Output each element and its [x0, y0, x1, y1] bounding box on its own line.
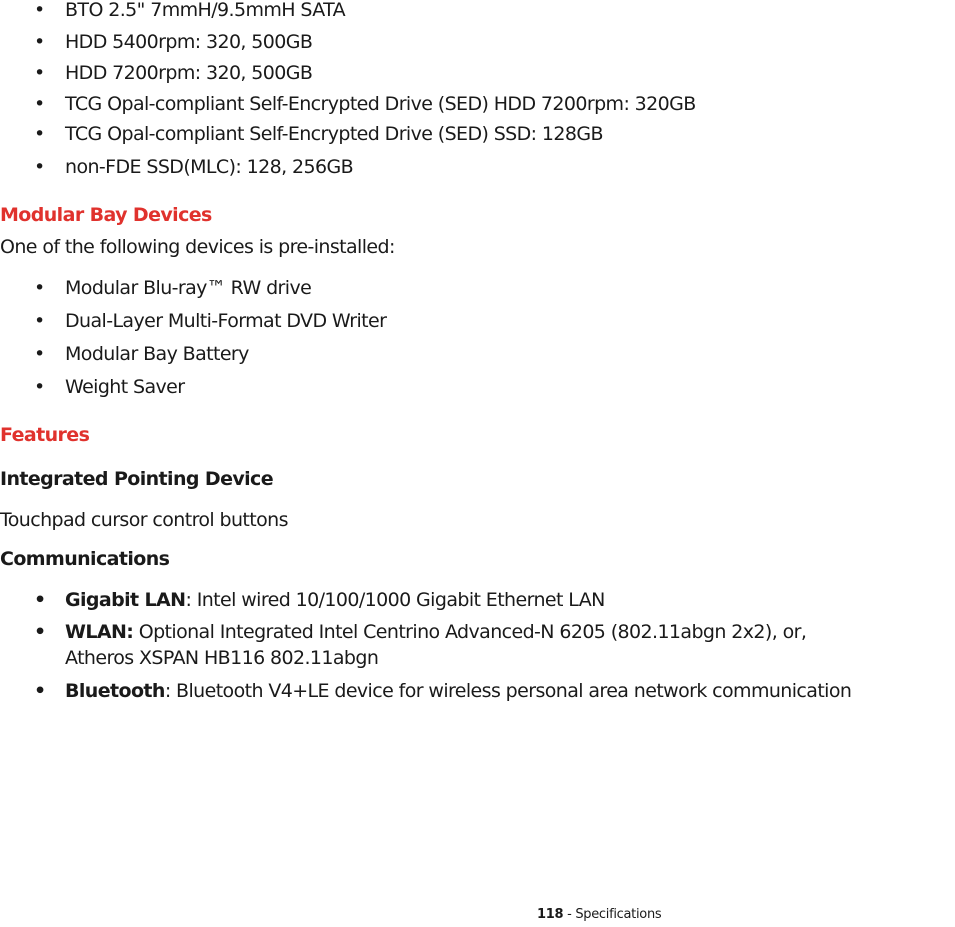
bullet-icon: •	[34, 123, 45, 145]
item-label: WLAN:	[65, 621, 134, 643]
bullet-icon: •	[34, 376, 45, 398]
modular-bay-intro: One of the following devices is pre-installed:	[0, 236, 395, 258]
list-item-text: BTO 2.5" 7mmH/9.5mmH SATA	[65, 0, 346, 21]
bullet-icon: •	[34, 277, 45, 299]
bullet-icon: •	[34, 589, 46, 611]
bullet-icon: •	[34, 31, 45, 53]
list-item-text: Modular Blu-ray™ RW drive	[65, 277, 312, 299]
subheading-pointing-device: Integrated Pointing Device	[0, 468, 273, 490]
page-number: 118	[537, 907, 564, 922]
list-item-text	[65, 588, 605, 612]
list-item-text: TCG Opal-compliant Self-Encrypted Drive (SED) SSD: 128GB	[65, 123, 603, 145]
list-item-text: non-FDE SSD(MLC): 128, 256GB	[65, 156, 353, 178]
bullet-icon: •	[34, 62, 45, 84]
section-heading-modular-bay: Modular Bay Devices	[0, 204, 212, 226]
page-footer	[537, 906, 661, 924]
footer-separator: -	[563, 907, 576, 922]
bullet-icon: •	[34, 156, 45, 178]
list-item-text: TCG Opal-compliant Self-Encrypted Drive (SED) HDD 7200rpm: 320GB	[65, 93, 696, 115]
item-text: Optional Integrated Intel Centrino Advanced-N 6205 (802.11abgn 2x2), or,	[133, 621, 807, 643]
item-label: Bluetooth	[65, 680, 165, 702]
list-item-text: Weight Saver	[65, 376, 185, 398]
bullet-icon: •	[34, 343, 45, 365]
item-text-continued: Atheros XSPAN HB116 802.11abgn	[65, 647, 379, 669]
list-item-text: HDD 5400rpm: 320, 500GB	[65, 31, 313, 53]
item-text: : Intel wired 10/100/1000 Gigabit Ethernet LAN	[185, 589, 605, 611]
bullet-icon: •	[34, 310, 45, 332]
pointing-device-text: Touchpad cursor control buttons	[0, 509, 288, 531]
item-label: Gigabit LAN	[65, 589, 186, 611]
item-text: : Bluetooth V4+LE device for wireless personal area network communication	[164, 680, 852, 702]
bullet-icon: •	[34, 0, 45, 21]
section-heading-features: Features	[0, 424, 90, 446]
footer-section: Specifications	[575, 907, 662, 922]
bullet-icon: •	[34, 621, 46, 643]
list-item-text	[65, 620, 806, 644]
list-item-text: Modular Bay Battery	[65, 343, 249, 365]
list-item-text: Dual-Layer Multi-Format DVD Writer	[65, 310, 387, 332]
bullet-icon: •	[34, 93, 45, 115]
bullet-icon: •	[34, 680, 46, 702]
subheading-communications: Communications	[0, 548, 170, 570]
list-item-text	[65, 679, 851, 703]
list-item-text: HDD 7200rpm: 320, 500GB	[65, 62, 313, 84]
